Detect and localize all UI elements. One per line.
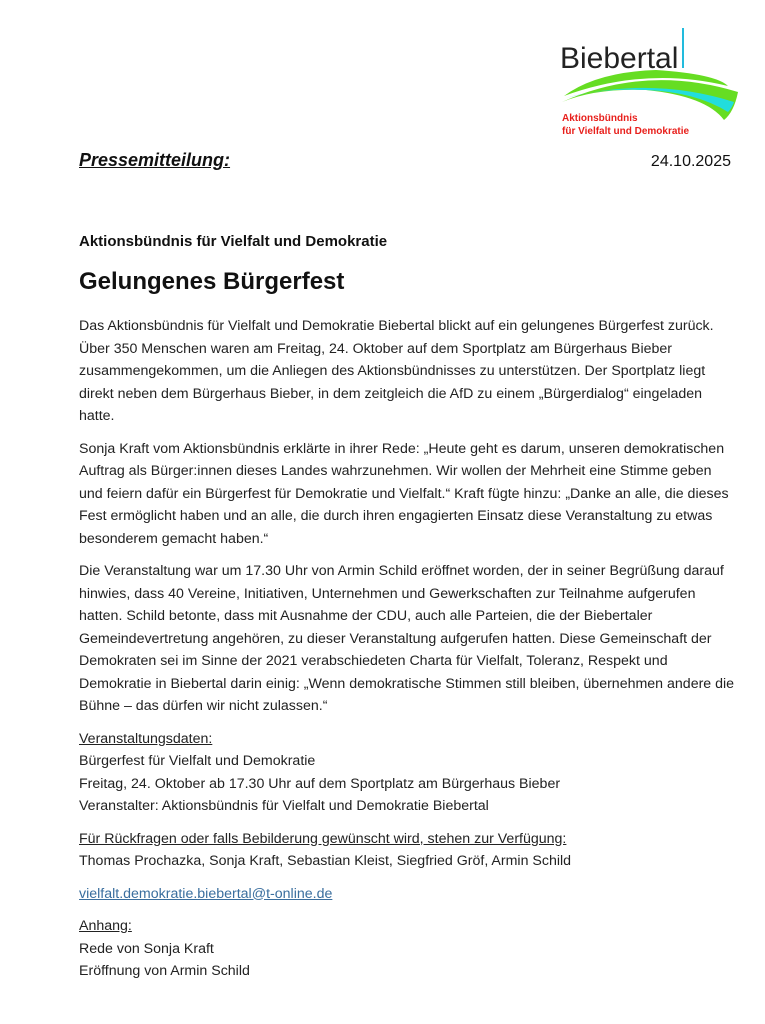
article-headline: Gelungenes Bürgerfest (79, 268, 345, 295)
paragraph-2: Sonja Kraft vom Aktionsbündnis erklärte in ihrer Rede: „Heute geht es darum, unseren demokratischen Auftrag als Bürger:innen dieses Landes wahrzunehmen. Wir wollen der Mehrheit eine Stimme geben und feiern dafür ein Bürgerfest für Demokratie und Vielfalt.“ Kraft fügte hinzu: „Danke an alle, die dieses Fest ermöglicht haben und an alle, die durch ihren engagierten Einsatz diese Veranstaltung zu etwas besonderem gemacht haben.“ (79, 440, 729, 547)
email-link[interactable]: vielfalt.demokratie.biebertal@t-online.de (79, 885, 333, 902)
event-details-heading: Veranstaltungsdaten: (79, 730, 213, 747)
logo-subtitle-2: für Vielfalt und Demokratie (562, 126, 690, 137)
event-line: Freitag, 24. Oktober ab 17.30 Uhr auf dem Sportplatz am Bürgerhaus Bieber (79, 775, 561, 792)
event-line: Veranstalter: Aktionsbündnis für Vielfalt und Demokratie Biebertal (79, 798, 489, 814)
attachment-item: Eröffnung von Armin Schild (79, 963, 250, 979)
paragraph-1: Das Aktionsbündnis für Vielfalt und Demokratie Biebertal blickt auf ein gelungenes Bürgerfest zurück. Über 350 Menschen waren am Freitag, 24. Oktober auf dem Sportplatz am Bürgerhaus Bieber zusammengekommen, um die Anliegen des Aktionsbündnisses zu unterstützen. Der Sportplatz liegt direkt neben dem Bürgerhaus Bieber, in dem zeitgleich die AfD zu einem „Bürgerdialog“ eingeladen hatte. (79, 318, 714, 424)
paragraph-3: Die Veranstaltung war um 17.30 Uhr von Armin Schild eröffnet worden, der in seiner Begrüßung darauf hinwies, dass 40 Vereine, Initiativen, Unternehmen und Gewerkschaften zur Teilnahme aufgerufen hatten. Schild betonte, dass mit Ausnahme der CDU, auch alle Parteien, die der Biebertaler Gemeindevertretung angehören, zu dieser Veranstaltung aufgerufen hatten. Diese Gemeinschaft der Demokraten sei im Sinne der 2021 verabschiedeten Charta für Vielfalt, Toleranz, Respekt und Demokratie in Biebertal darin einig: „Wenn demokratische Stimmen still bleiben, übernehmen andere die Bühne – das dürfen wir nicht zulassen.“ (79, 563, 735, 714)
article-body (79, 315, 739, 993)
logo-tower-mast (682, 28, 684, 68)
contact-names: Thomas Prochazka, Sonja Kraft, Sebastian Kleist, Siegfried Gröf, Armin Schild (79, 853, 572, 869)
attachment-item: Rede von Sonja Kraft (79, 940, 214, 957)
contacts-section (79, 828, 739, 873)
event-details (79, 728, 739, 818)
logo-subtitle-1: Aktionsbündnis (562, 113, 638, 124)
press-release-label: Pressemitteilung: (79, 150, 231, 170)
contacts-heading: Für Rückfragen oder falls Bebilderung gewünscht wird, stehen zur Verfügung: (79, 830, 567, 847)
logo-wordmark: Biebertal (560, 42, 679, 75)
event-line: Bürgerfest für Vielfalt und Demokratie (79, 753, 316, 769)
article-kicker: Aktionsbündnis für Vielfalt und Demokratie (79, 233, 388, 250)
release-date: 24.10.2025 (650, 153, 731, 170)
attachments-section (79, 915, 739, 983)
biebertal-logo (556, 24, 746, 144)
attachments-heading: Anhang: (79, 918, 132, 934)
logo-graphic (556, 24, 746, 144)
email-section (79, 883, 739, 906)
